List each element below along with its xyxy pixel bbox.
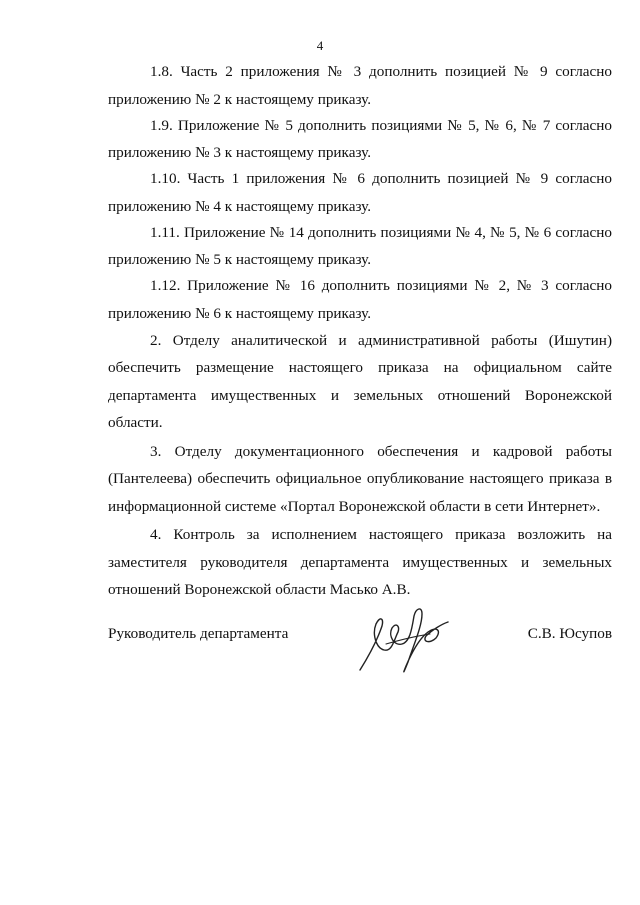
item-2: 2. Отделу аналитической и административной работы (Ишутин) обеспечить размещение настоящего приказа на официальном сайте департамента имущественных и земельных отношений Воронежской области. xyxy=(108,331,612,431)
item-1-8: 1.8. Часть 2 приложения № 3 дополнить позицией № 9 согласно приложению № 2 к настоящему приказу. xyxy=(108,63,612,108)
signatory-name: С.В. Юсупов xyxy=(527,625,612,642)
item-1-9: 1.9. Приложение № 5 дополнить позициями № 5, № 6, № 7 согласно приложению № 3 к настоящему приказу. xyxy=(108,116,612,161)
document-body xyxy=(108,58,612,604)
signatory-title: Руководитель департамента xyxy=(108,625,289,642)
handwritten-signature xyxy=(356,604,451,676)
page-number: 4 xyxy=(316,38,324,53)
item-3: 3. Отделу документационного обеспечения и кадровой работы (Пантелеева) обеспечить официальное опубликование настоящего приказа в информационной системе «Портал Воронежской области в сети Интернет». xyxy=(108,442,612,515)
item-4: 4. Контроль за исполнением настоящего приказа возложить на заместителя руководителя департамента имущественных и земельных отношений Воронежской области Масько А.В. xyxy=(108,526,612,598)
item-1-11: 1.11. Приложение № 14 дополнить позициями № 4, № 5, № 6 согласно приложению № 5 к настоящему приказу. xyxy=(108,223,612,268)
item-1-10: 1.10. Часть 1 приложения № 6 дополнить позицией № 9 согласно приложению № 4 к настоящему приказу. xyxy=(108,170,612,215)
signature-block xyxy=(108,624,612,684)
item-1-12: 1.12. Приложение № 16 дополнить позициями № 2, № 3 согласно приложению № 6 к настоящему приказу. xyxy=(108,277,612,322)
